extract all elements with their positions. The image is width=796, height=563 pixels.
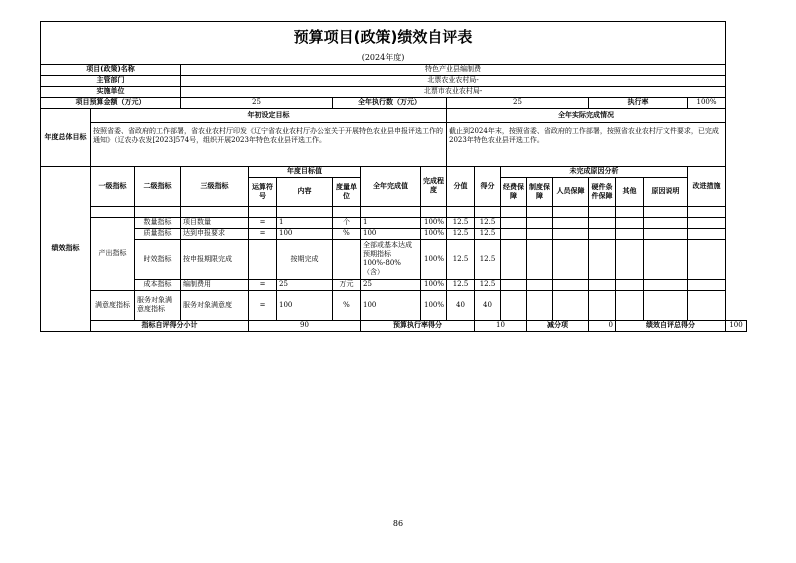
blank-cell bbox=[688, 206, 726, 217]
reason-cell bbox=[527, 290, 553, 320]
operator-header: 运算符号 bbox=[249, 177, 277, 206]
operator-cell: = bbox=[249, 228, 277, 239]
reason-hardware-header: 硬件条件保障 bbox=[589, 177, 616, 206]
budget-total-label: 项目预算金额（万元） bbox=[41, 97, 181, 108]
overall-goal-label: 年度总体目标 bbox=[41, 108, 91, 166]
level2-cell: 服务对象满意度指标 bbox=[135, 290, 181, 320]
reason-funding-header: 经费保障 bbox=[501, 177, 527, 206]
table-row bbox=[41, 217, 747, 228]
blank-cell bbox=[181, 206, 249, 217]
level3-cell: 项目数量 bbox=[181, 217, 249, 228]
reason-cell bbox=[589, 217, 616, 228]
operator-cell: = bbox=[249, 217, 277, 228]
department-value: 北票农业农村局- bbox=[181, 75, 726, 86]
actual-done-text: 截止到2024年末，按照省委、省政府的工作部署，按照省农业农村厅文件要求，已完成2023年特色农业县评选工作。 bbox=[447, 122, 726, 166]
reason-cell bbox=[501, 217, 527, 228]
reason-cell bbox=[589, 290, 616, 320]
table-row bbox=[41, 290, 747, 320]
improve-cell bbox=[688, 279, 726, 290]
table-row bbox=[41, 228, 747, 239]
perf-indicator-label: 绩效指标 bbox=[41, 166, 91, 331]
unit-cell: 个 bbox=[333, 217, 361, 228]
target-value-header: 年度目标值 bbox=[249, 166, 361, 177]
content-cell: 按期完成 bbox=[277, 239, 333, 279]
reason-other-header: 其他 bbox=[616, 177, 644, 206]
score-cell: 40 bbox=[475, 290, 501, 320]
blank-cell bbox=[447, 206, 475, 217]
evaluation-table bbox=[40, 21, 747, 332]
level1-cell: 满意度指标 bbox=[91, 290, 135, 320]
year-subtitle: (2024年度) bbox=[41, 52, 726, 64]
reason-cell bbox=[501, 279, 527, 290]
page-number: 86 bbox=[392, 519, 404, 528]
reason-personnel-header: 人员保障 bbox=[553, 177, 589, 206]
done-cell: 100 bbox=[361, 290, 421, 320]
reason-cell bbox=[501, 228, 527, 239]
table-row bbox=[41, 279, 747, 290]
reason-cell bbox=[616, 228, 644, 239]
reason-analysis-header: 未完成原因分析 bbox=[501, 166, 688, 177]
unit-value: 北票市农业农村局- bbox=[181, 86, 726, 97]
reason-cell bbox=[553, 228, 589, 239]
content-header: 内容 bbox=[277, 177, 333, 206]
unit-cell bbox=[333, 239, 361, 279]
score-cell: 12.5 bbox=[475, 279, 501, 290]
blank-cell bbox=[333, 206, 361, 217]
unit-cell: % bbox=[333, 228, 361, 239]
level3-cell: 编制费用 bbox=[181, 279, 249, 290]
reason-cell bbox=[527, 228, 553, 239]
content-cell: 1 bbox=[277, 217, 333, 228]
reason-cell bbox=[553, 239, 589, 279]
improve-cell bbox=[688, 239, 726, 279]
value-cell: 40 bbox=[447, 290, 475, 320]
unit-cell: % bbox=[333, 290, 361, 320]
unit-label: 实施单位 bbox=[41, 86, 181, 97]
exec-rate-label: 执行率 bbox=[589, 97, 688, 108]
blank-cell bbox=[616, 206, 644, 217]
reason-cell bbox=[553, 279, 589, 290]
level3-cell: 服务对象满意度 bbox=[181, 290, 249, 320]
reason-cell bbox=[644, 279, 688, 290]
reason-cell bbox=[553, 217, 589, 228]
reason-cell bbox=[616, 217, 644, 228]
blank-cell bbox=[135, 206, 181, 217]
level2-cell: 时效指标 bbox=[135, 239, 181, 279]
blank-cell bbox=[361, 206, 421, 217]
reason-cell bbox=[501, 239, 527, 279]
level2-header: 二级指标 bbox=[135, 166, 181, 206]
done-cell: 全部或基本达成预期指标100%-80%（含） bbox=[361, 239, 421, 279]
score-value-header: 分值 bbox=[447, 166, 475, 206]
degree-cell: 100% bbox=[421, 228, 447, 239]
operator-cell: = bbox=[249, 279, 277, 290]
reason-cell bbox=[616, 239, 644, 279]
content-cell: 100 bbox=[277, 290, 333, 320]
reason-cell bbox=[616, 279, 644, 290]
budget-exec-score-value: 10 bbox=[475, 320, 527, 331]
annual-exec-label: 全年执行数（万元） bbox=[333, 97, 447, 108]
value-cell: 12.5 bbox=[447, 239, 475, 279]
content-cell: 100 bbox=[277, 228, 333, 239]
level3-cell: 达到申报要求 bbox=[181, 228, 249, 239]
score-cell: 12.5 bbox=[475, 217, 501, 228]
evaluation-sheet bbox=[40, 21, 747, 332]
summary-row bbox=[41, 320, 747, 331]
score-cell: 12.5 bbox=[475, 239, 501, 279]
improve-header: 改进措施 bbox=[688, 166, 726, 206]
project-name-label: 项目(政策)名称 bbox=[41, 64, 181, 75]
reason-cell bbox=[527, 217, 553, 228]
blank-cell bbox=[589, 206, 616, 217]
reason-cell bbox=[501, 290, 527, 320]
degree-cell: 100% bbox=[421, 217, 447, 228]
unit-measure-header: 度量单位 bbox=[333, 177, 361, 206]
table-row bbox=[41, 239, 747, 279]
page-title: 预算项目(政策)绩效自评表 bbox=[41, 22, 726, 53]
reason-cell bbox=[589, 239, 616, 279]
value-cell: 12.5 bbox=[447, 228, 475, 239]
exec-rate-value: 100% bbox=[688, 97, 726, 108]
level2-cell: 数量指标 bbox=[135, 217, 181, 228]
improve-cell bbox=[688, 290, 726, 320]
reason-cell bbox=[616, 290, 644, 320]
degree-cell: 100% bbox=[421, 239, 447, 279]
level3-cell: 按申报期限完成 bbox=[181, 239, 249, 279]
reason-cell bbox=[589, 279, 616, 290]
budget-total-value: 25 bbox=[181, 97, 333, 108]
value-cell: 12.5 bbox=[447, 217, 475, 228]
deduction-label: 减分项 bbox=[527, 320, 589, 331]
content-cell: 25 bbox=[277, 279, 333, 290]
done-cell: 100 bbox=[361, 228, 421, 239]
blank-cell bbox=[644, 206, 688, 217]
level3-header: 三级指标 bbox=[181, 166, 249, 206]
score-header: 得分 bbox=[475, 166, 501, 206]
blank-cell bbox=[475, 206, 501, 217]
blank-cell bbox=[91, 206, 135, 217]
complete-degree-header: 完成程度 bbox=[421, 166, 447, 206]
operator-cell bbox=[249, 239, 277, 279]
blank-cell bbox=[501, 206, 527, 217]
total-score-label: 绩效自评总得分 bbox=[616, 320, 726, 331]
self-score-subtotal-value: 90 bbox=[249, 320, 361, 331]
reason-cell bbox=[527, 239, 553, 279]
initial-goal-text: 按照省委、省政府的工作部署，省农业农村厅印发《辽宁省农业农村厅办公室关于开展特色农业县申报评选工作的通知》（辽农办农发[2023]574号，组织开展2023年特色农业县评选工作。 bbox=[91, 122, 447, 166]
budget-exec-score-label: 预算执行率得分 bbox=[361, 320, 475, 331]
annual-exec-value: 25 bbox=[447, 97, 589, 108]
annual-complete-header: 全年完成值 bbox=[361, 166, 421, 206]
reason-cell bbox=[644, 290, 688, 320]
level2-cell: 质量指标 bbox=[135, 228, 181, 239]
reason-system-header: 制度保障 bbox=[527, 177, 553, 206]
reason-explain-header: 原因说明 bbox=[644, 177, 688, 206]
degree-cell: 100% bbox=[421, 279, 447, 290]
reason-cell bbox=[527, 279, 553, 290]
reason-cell bbox=[644, 228, 688, 239]
reason-cell bbox=[644, 217, 688, 228]
reason-cell bbox=[553, 290, 589, 320]
unit-cell: 万元 bbox=[333, 279, 361, 290]
self-score-subtotal-label: 指标自评得分小计 bbox=[91, 320, 249, 331]
degree-cell: 100% bbox=[421, 290, 447, 320]
blank-cell bbox=[421, 206, 447, 217]
deduction-value: 0 bbox=[589, 320, 616, 331]
done-cell: 1 bbox=[361, 217, 421, 228]
blank-cell bbox=[277, 206, 333, 217]
improve-cell bbox=[688, 217, 726, 228]
actual-done-header: 全年实际完成情况 bbox=[447, 108, 726, 122]
level1-header: 一级指标 bbox=[91, 166, 135, 206]
operator-cell: = bbox=[249, 290, 277, 320]
level1-cell: 产出指标 bbox=[91, 217, 135, 290]
level2-cell: 成本指标 bbox=[135, 279, 181, 290]
total-score-value: 100 bbox=[726, 320, 747, 331]
score-cell: 12.5 bbox=[475, 228, 501, 239]
blank-cell bbox=[553, 206, 589, 217]
project-name-value: 特色产业县编制费 bbox=[181, 64, 726, 75]
initial-goal-header: 年初设定目标 bbox=[91, 108, 447, 122]
improve-cell bbox=[688, 228, 726, 239]
blank-cell bbox=[249, 206, 277, 217]
reason-cell bbox=[589, 228, 616, 239]
blank-cell bbox=[527, 206, 553, 217]
done-cell: 25 bbox=[361, 279, 421, 290]
value-cell: 12.5 bbox=[447, 279, 475, 290]
reason-cell bbox=[644, 239, 688, 279]
department-label: 主管部门 bbox=[41, 75, 181, 86]
